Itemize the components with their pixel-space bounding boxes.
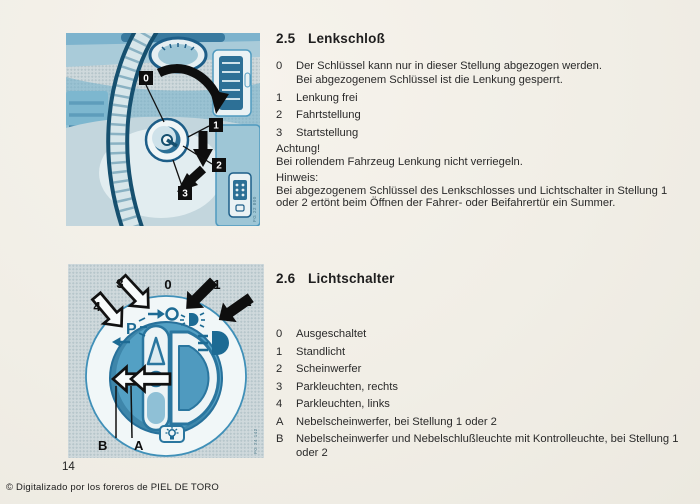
dial-1-label: 1	[213, 277, 221, 292]
section-heading	[276, 32, 692, 46]
position-0-label: 0	[143, 73, 149, 85]
list-item: 3 Parkleuchten, rechts	[276, 380, 398, 393]
list-item: 2 Scheinwerfer	[276, 363, 362, 375]
switch-a-label: A	[134, 438, 144, 453]
figure-code: FG 24 142	[253, 428, 258, 454]
list-item: 1 Lenkung frei	[276, 91, 358, 104]
list-item: A Nebelscheinwerfer, bei Stellung 1 oder 2	[276, 415, 497, 428]
hint-note: Hinweis: Bei abgezogenem Schlüssel des Lenkschlosses und Lichtschalter in Stellung 1 oder 2 ertönt beim Öffnen der Fahrer- oder Beifahrertür ein Summer.	[276, 172, 668, 209]
position-2-label: 2	[216, 160, 222, 172]
list-item: 4 Parkleuchten, links	[276, 398, 390, 410]
list-item: B Nebelscheinwerfer und Nebelschlußleuchte mit Kontrolleuchte, bei Stellung 1 oder 2	[276, 433, 679, 459]
section-title: Lenkschloß	[308, 31, 386, 46]
list-item: 2 Fahrtstellung	[276, 109, 361, 121]
dial-2-label: 2	[244, 294, 252, 309]
dial-0-label: 0	[164, 277, 172, 292]
list-item: 3 Startstellung	[276, 126, 359, 139]
list-item: 0 Ausgeschaltet	[276, 328, 367, 340]
warning-note: Achtung! Bei rollendem Fahrzeug Lenkung nicht verriegeln.	[276, 143, 523, 168]
position-3-label: 3	[182, 188, 188, 200]
light-switch-illustration	[68, 264, 264, 458]
dial-3-label: 3	[116, 276, 124, 291]
list-item: 1 Standlicht	[276, 345, 346, 358]
bulb-icon	[160, 426, 184, 442]
list-item: 0 Der Schlüssel kann nur in dieser Stellung abgezogen werden. Bei abgezogenem Schlüssel ist die Lenkung gesperrt.	[276, 60, 602, 86]
figure-code: FG 22 800	[252, 196, 257, 222]
position-1-label: 1	[213, 120, 219, 132]
switch-b-label: B	[98, 438, 108, 453]
section-title: Lichtschalter	[308, 271, 395, 286]
dial-4-label: 4	[93, 299, 101, 314]
ignition-lock-icon	[146, 119, 188, 161]
section-lichtschalter	[276, 272, 692, 464]
parking-light-icon: P	[126, 321, 137, 338]
light-switch-figure	[68, 264, 264, 458]
watermark-text: © Digitalizado por los foreros de PIEL DE TORO	[6, 482, 219, 493]
section-heading	[276, 272, 692, 286]
page-number: 14	[62, 461, 75, 473]
section-number: 2.6	[276, 271, 296, 286]
section-lenkschloss	[276, 32, 692, 214]
steering-lock-figure	[66, 33, 260, 226]
steering-lock-illustration	[66, 33, 260, 226]
section-number: 2.5	[276, 31, 296, 46]
